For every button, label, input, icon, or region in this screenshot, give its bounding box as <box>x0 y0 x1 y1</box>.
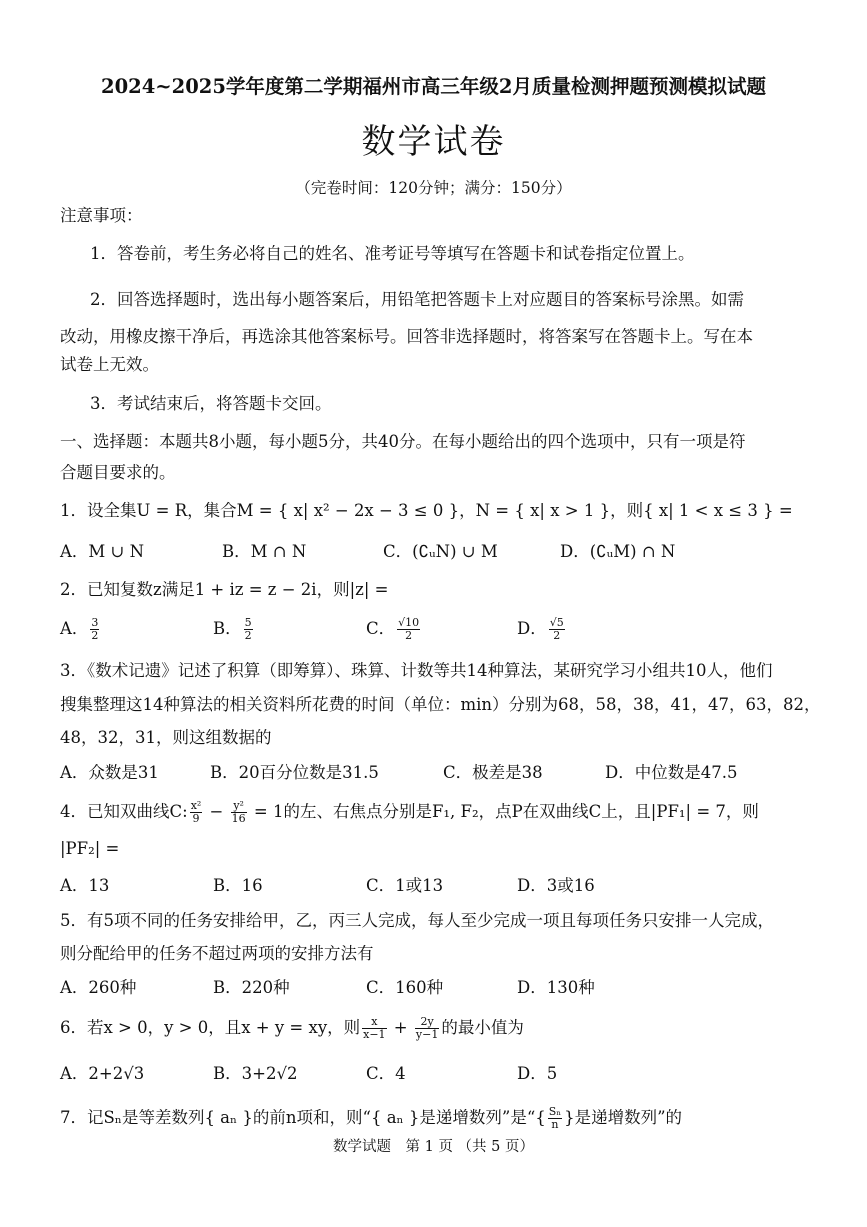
q2-option-b-numerator: 5 <box>244 616 252 629</box>
note-2-line-1: 2．回答选择题时，选出每小题答案后，用铅笔把答题卡上对应题目的答案标号涂黑。如需 <box>90 290 744 309</box>
q2-option-a-label: A． <box>60 619 89 638</box>
q5-option-a: A．260种 <box>60 978 137 997</box>
q2-option-a-fraction <box>90 617 99 642</box>
q5-line-2: 则分配给甲的任务不超过两项的安排方法有 <box>60 944 374 963</box>
q5-option-c: C．160种 <box>366 978 444 997</box>
q2-option-c <box>366 617 422 642</box>
q4-stem-suffix: = 1的左、右焦点分别是F₁, F₂，点P在双曲线C上，且|PF₁| = 7，则 <box>248 802 759 821</box>
note-2-line-3: 试卷上无效。 <box>60 355 159 374</box>
q6-fraction-2-denominator: y−1 <box>415 1028 439 1041</box>
notes-heading: 注意事项： <box>60 206 143 225</box>
q2-option-a-numerator: 3 <box>91 616 99 629</box>
q7-stem <box>60 1106 682 1131</box>
q3-option-c: C．极差是38 <box>443 763 543 782</box>
q6-stem <box>60 1016 524 1041</box>
q2-option-c-numerator: √10 <box>398 616 420 629</box>
q3-option-d: D．中位数是47.5 <box>605 763 738 782</box>
q4-option-d: D．3或16 <box>517 876 595 895</box>
q2-option-d-denominator: 2 <box>553 629 561 642</box>
note-2-line-2: 改动，用橡皮擦干净后，再选涂其他答案标号。回答非选择题时，将答案写在答题卡上。写在本 <box>60 327 753 346</box>
q6-option-a: A．2+2√3 <box>60 1064 145 1083</box>
q6-option-c: C．4 <box>366 1064 406 1083</box>
q4-fraction-y-denominator: 16 <box>231 812 246 825</box>
q6-stem-prefix: 6．若x > 0，y > 0，且x + y = xy，则 <box>60 1018 361 1037</box>
q2-option-d-label: D． <box>517 619 547 638</box>
q4-stem-prefix: 4．已知双曲线C: <box>60 802 188 821</box>
q1-option-b: B．M ∩ N <box>222 542 307 561</box>
q2-option-d-numerator: √5 <box>549 616 564 629</box>
q2-option-d-fraction <box>549 617 565 642</box>
q1-option-d: D．(∁ᵤM) ∩ N <box>560 542 676 561</box>
q2-option-c-label: C． <box>366 619 396 638</box>
q6-option-b: B．3+2√2 <box>213 1064 298 1083</box>
q4-option-a: A．13 <box>60 876 110 895</box>
q6-fraction-1 <box>362 1016 386 1041</box>
q1-option-a: A．M ∪ N <box>60 542 145 561</box>
q2-option-b-label: B． <box>213 619 242 638</box>
q4-fraction-x-numerator: x² <box>190 799 202 812</box>
q2-stem: 2．已知复数z满足1 + iz = z − 2i，则|z| = <box>60 580 389 599</box>
q6-plus: + <box>388 1018 413 1037</box>
q3-option-a: A．众数是31 <box>60 763 159 782</box>
q3-option-b: B．20百分位数是31.5 <box>210 763 379 782</box>
section-1-line-1: 一、选择题：本题共8小题，每小题5分，共40分。在每小题给出的四个选项中，只有一项是符 <box>60 432 746 451</box>
q2-option-b-fraction <box>244 617 253 642</box>
q1-option-c: C．(∁ᵤN) ∪ M <box>383 542 498 561</box>
q6-fraction-1-denominator: x−1 <box>363 1028 386 1041</box>
section-1-line-2: 合题目要求的。 <box>60 463 176 482</box>
q6-option-d: D．5 <box>517 1064 558 1083</box>
q6-fraction-2 <box>415 1016 439 1041</box>
q4-fraction-x-denominator: 9 <box>192 812 200 825</box>
note-1: 1．答卷前，考生务必将自己的姓名、准考证号等填写在答题卡和试卷指定位置上。 <box>90 244 695 263</box>
exam-header: 2024~2025学年度第二学期福州市高三年级2月质量检测押题预测模拟试题 <box>101 75 766 98</box>
note-3: 3．考试结束后，将答题卡交回。 <box>90 394 332 413</box>
q4-stem <box>60 800 759 825</box>
q2-option-a <box>60 617 101 642</box>
q2-option-c-denominator: 2 <box>405 629 413 642</box>
q7-fraction <box>548 1106 562 1131</box>
q4-option-c: C．1或13 <box>366 876 444 895</box>
q5-option-d: D．130种 <box>517 978 595 997</box>
q5-line-1: 5．有5项不同的任务安排给甲，乙，丙三人完成，每人至少完成一项且每项任务只安排一人完成， <box>60 911 774 930</box>
q4-option-b: B．16 <box>213 876 263 895</box>
q7-stem-suffix: }是递增数列”的 <box>564 1108 683 1127</box>
q4-line-2: |PF₂| = <box>60 839 120 858</box>
exam-time-score: （完卷时间：120分钟；满分：150分） <box>295 179 572 197</box>
q4-fraction-y <box>231 800 247 825</box>
q5-option-b: B．220种 <box>213 978 290 997</box>
page-footer: 数学试题 第 1 页 （共 5 页） <box>333 1139 534 1155</box>
q2-option-a-denominator: 2 <box>91 629 99 642</box>
q2-option-b-denominator: 2 <box>244 629 252 642</box>
q2-option-c-fraction <box>397 617 420 642</box>
q7-stem-prefix: 7．记Sₙ是等差数列{ aₙ }的前n项和，则“{ aₙ }是递增数列”是“{ <box>60 1108 546 1127</box>
page-title: 数学试卷 <box>361 122 506 162</box>
q3-line-2: 搜集整理这14种算法的相关资料所花费的时间（单位：min）分别为68，58，38，41，47，63，82， <box>60 695 821 714</box>
q3-line-3: 48，32，31，则这组数据的 <box>60 728 272 747</box>
q7-fraction-denominator: n <box>551 1118 559 1131</box>
q6-fraction-2-numerator: 2y <box>415 1016 439 1029</box>
q6-stem-suffix: 的最小值为 <box>441 1018 524 1037</box>
q1-stem: 1．设全集U = R，集合M = { x| x² − 2x − 3 ≤ 0 }，N = { x| x > 1 }，则{ x| 1 < x ≤ 3 } = <box>60 501 793 520</box>
q4-minus: − <box>204 802 229 821</box>
q2-option-d <box>517 617 567 642</box>
q4-fraction-y-numerator: y² <box>231 800 247 813</box>
q7-fraction-numerator: Sₙ <box>548 1105 562 1118</box>
q2-option-b <box>213 617 255 642</box>
q6-fraction-1-numerator: x <box>362 1016 386 1029</box>
q4-fraction-x <box>190 800 203 825</box>
q3-line-1: 3．《数术记遗》记述了积算（即筹算）、珠算、计数等共14种算法，某研究学习小组共10人，他们 <box>60 661 773 680</box>
